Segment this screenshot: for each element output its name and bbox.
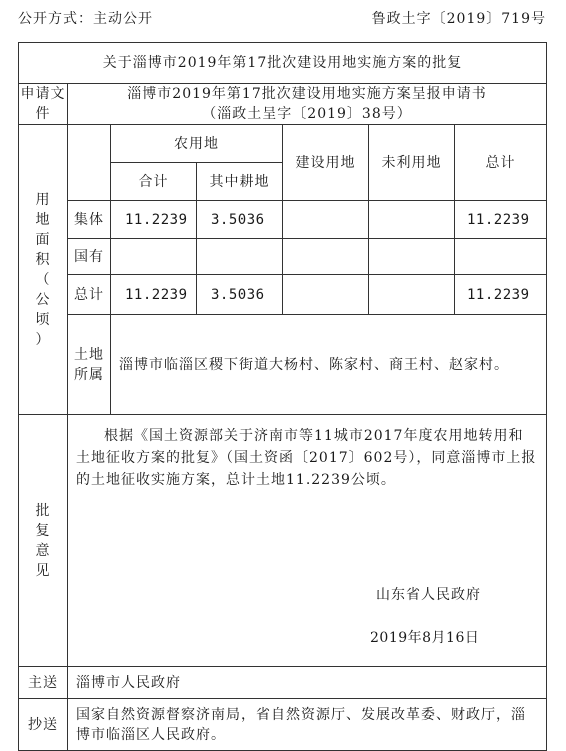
- disclosure-note: 公开方式：主动公开: [18, 11, 153, 27]
- opinion-body: 根据《国土资源部关于济南市等11城市2017年度农用地转用和土地征收方案的批复》（国土资函〔2017〕602号），同意淄博市上报的土地征收实施方案，总计土地11.2239公顷。: [76, 428, 537, 488]
- farmland-header: 农用地: [111, 125, 283, 163]
- cell-subtotal: [111, 239, 197, 275]
- issuer-name: 山东省人民政府: [376, 587, 481, 603]
- cell-cultivated: [197, 239, 283, 275]
- land-area-label-char: 公: [35, 291, 51, 308]
- document-number: 鲁政土字〔2019〕719号: [371, 11, 546, 27]
- land-location-label-line: 土地: [74, 346, 104, 363]
- land-location: 淄博市临淄区稷下街道大杨村、陈家村、商王村、赵家村。: [111, 315, 547, 415]
- cell-cultivated: 3.5036: [197, 275, 283, 315]
- land-location-label: [68, 315, 111, 415]
- row-label-state: 国有: [68, 239, 111, 275]
- cell-cultivated: 3.5036: [197, 201, 283, 239]
- row-label-collective: 集体: [68, 201, 111, 239]
- cell-total: [455, 239, 547, 275]
- row-label-total: 总计: [68, 275, 111, 315]
- opinion-content: [68, 415, 547, 667]
- document-title: 关于淄博市2019年第17批次建设用地实施方案的批复: [19, 43, 547, 84]
- table-row: [19, 201, 547, 239]
- opinion-label-char: 见: [35, 562, 51, 579]
- cell-construction: [283, 275, 369, 315]
- application-document-line2: （淄政土呈字〔2019〕38号）: [202, 106, 412, 122]
- land-area-label-char: 顷: [35, 311, 51, 328]
- land-area-label-char: 地: [35, 211, 51, 228]
- cell-unused: [369, 275, 455, 315]
- opinion-label-char: 批: [35, 502, 51, 519]
- opinion-label: [19, 415, 68, 667]
- application-document-line1: 淄博市2019年第17批次建设用地实施方案呈报申请书: [127, 86, 487, 102]
- cell-unused: [369, 201, 455, 239]
- approval-table: [18, 42, 547, 751]
- row-label-blank: [68, 125, 111, 201]
- cell-total: 11.2239: [455, 201, 547, 239]
- land-area-label-char: 面: [35, 231, 51, 248]
- total-header: 总计: [455, 125, 547, 201]
- land-area-label-char: 用: [35, 191, 51, 208]
- land-area-label-char: （: [35, 271, 51, 288]
- table-row: [19, 275, 547, 315]
- land-area-label: [19, 125, 68, 415]
- land-location-label-line: 所属: [74, 366, 104, 383]
- main-recipient-label: 主送: [19, 667, 68, 699]
- land-area-label-char: 积: [35, 251, 51, 268]
- opinion-label-char: 意: [35, 542, 51, 559]
- cell-construction: [283, 239, 369, 275]
- cell-unused: [369, 239, 455, 275]
- issue-date: 2019年8月16日: [370, 630, 480, 646]
- subtotal-header: 合计: [111, 163, 197, 201]
- application-document: [68, 84, 547, 125]
- main-recipient: 淄博市人民政府: [68, 667, 547, 699]
- cell-construction: [283, 201, 369, 239]
- construction-land-header: 建设用地: [283, 125, 369, 201]
- table-row: [19, 239, 547, 275]
- unused-land-header: 未利用地: [369, 125, 455, 201]
- cell-subtotal: 11.2239: [111, 275, 197, 315]
- cc-recipients: 国家自然资源督察济南局，省自然资源厅、发展改革委、财政厅，淄博市临淄区人民政府。: [68, 699, 547, 751]
- cc-label: 抄送: [19, 699, 68, 751]
- opinion-label-char: 复: [35, 522, 51, 539]
- land-area-label-char: ）: [35, 331, 51, 348]
- cultivated-header: 其中耕地: [197, 163, 283, 201]
- cell-total: 11.2239: [455, 275, 547, 315]
- cell-subtotal: 11.2239: [111, 201, 197, 239]
- application-label: 申请文件: [19, 84, 68, 125]
